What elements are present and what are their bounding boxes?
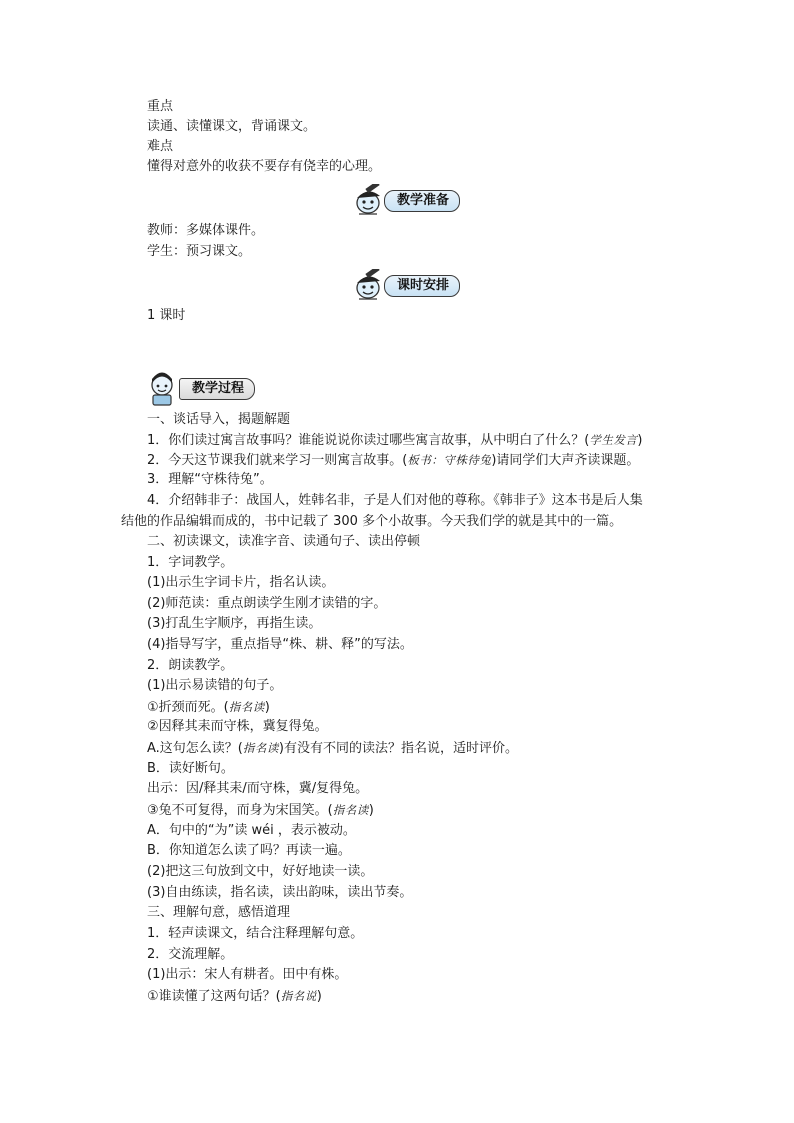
section-3-item-1: 1．轻声读课文，结合注释理解句意。 (147, 926, 364, 941)
section-2-sub-4: (4)指导写字，重点指导“株、耕、释”的写法。 (147, 637, 413, 652)
section-2-item-2: 2．朗读教学。 (147, 658, 234, 673)
sentence-3-b: B．你知道怎么读了吗？再读一遍。 (147, 843, 351, 858)
sentence-2-a: A.这句怎么读？(指名读)有没有不同的读法？指名说，适时评价。 (147, 741, 518, 756)
section-2-item-1: 1．字词教学。 (147, 555, 234, 570)
key-points-text: 读通、读懂课文，背诵课文。 (147, 119, 317, 134)
heading-difficulty: 难点 (147, 139, 174, 154)
sentence-2-show: 出示：因/释其耒/而守株，冀/复得兔。 (147, 781, 369, 796)
teacher-mascot-icon (352, 184, 390, 218)
teacher-mascot-icon (352, 269, 390, 303)
section-3-title: 三、理解句意，感悟道理 (147, 905, 291, 920)
banner-teaching-prep (352, 186, 460, 216)
banner-teaching-process (147, 374, 255, 404)
sentence-4: ①谁读懂了这两句话？(指名说) (147, 989, 322, 1004)
banner-schedule (352, 271, 460, 301)
section-1-item-2: 2．今天这节课我们就来学习一则寓言故事。(板书：守株待兔)请同学们大声齐读课题。 (147, 453, 640, 468)
class-hours: 1 课时 (147, 308, 186, 323)
section-1-title: 一、谈话导入，揭题解题 (147, 412, 291, 427)
section-1-item-4-cont: 结他的作品编辑而成的，书中记载了 300 多个小故事。今天我们学的就是其中的一篇。 (121, 514, 623, 529)
section-2-sub-2: (2)师范读：重点朗读学生刚才读错的字。 (147, 596, 387, 611)
sentence-1: ①折颈而死。(指名读) (147, 700, 270, 715)
section-3-2-sub-1: (1)出示：宋人有耕者。田中有株。 (147, 967, 348, 982)
sentence-2-b: B．读好断句。 (147, 761, 234, 776)
sentence-3: ③兔不可复得，而身为宋国笑。(指名读) (147, 803, 374, 818)
section-1-item-4: 4．介绍韩非子：战国人，姓韩名非，子是人们对他的尊称。《韩非子》这本书是后人集 (147, 493, 643, 508)
banner-label: 教学准备 (384, 190, 460, 212)
sentence-3-a: A．句中的“为”读 wéi ，表示被动。 (147, 823, 356, 838)
banner-label: 教学过程 (179, 378, 255, 400)
section-2-2-sub-3: (3)自由练读，指名读，读出韵味，读出节奏。 (147, 885, 413, 900)
sentence-2: ②因释其耒而守株，冀复得兔。 (147, 719, 328, 734)
banner-label: 课时安排 (384, 275, 460, 297)
section-3-item-2: 2．交流理解。 (147, 947, 234, 962)
difficulty-text: 懂得对意外的收获不要存有侥幸的心理。 (147, 159, 382, 174)
student-prep: 学生：预习课文。 (147, 244, 252, 259)
section-2-2-sub-1: (1)出示易读错的句子。 (147, 678, 283, 693)
section-2-2-sub-2: (2)把这三句放到文中，好好地读一读。 (147, 864, 374, 879)
student-mascot-icon (147, 372, 185, 406)
teacher-prep: 教师：多媒体课件。 (147, 223, 265, 238)
heading-key-points: 重点 (147, 99, 174, 114)
section-2-sub-3: (3)打乱生字顺序，再指生读。 (147, 616, 322, 631)
section-2-sub-1: (1)出示生字词卡片，指名认读。 (147, 575, 335, 590)
section-1-item-3: 3．理解“守株待兔”。 (147, 472, 273, 487)
section-1-item-1: 1．你们读过寓言故事吗？谁能说说你读过哪些寓言故事，从中明白了什么？(学生发言) (147, 433, 643, 448)
section-2-title: 二、初读课文，读准字音、读通句子、读出停顿 (147, 534, 421, 549)
